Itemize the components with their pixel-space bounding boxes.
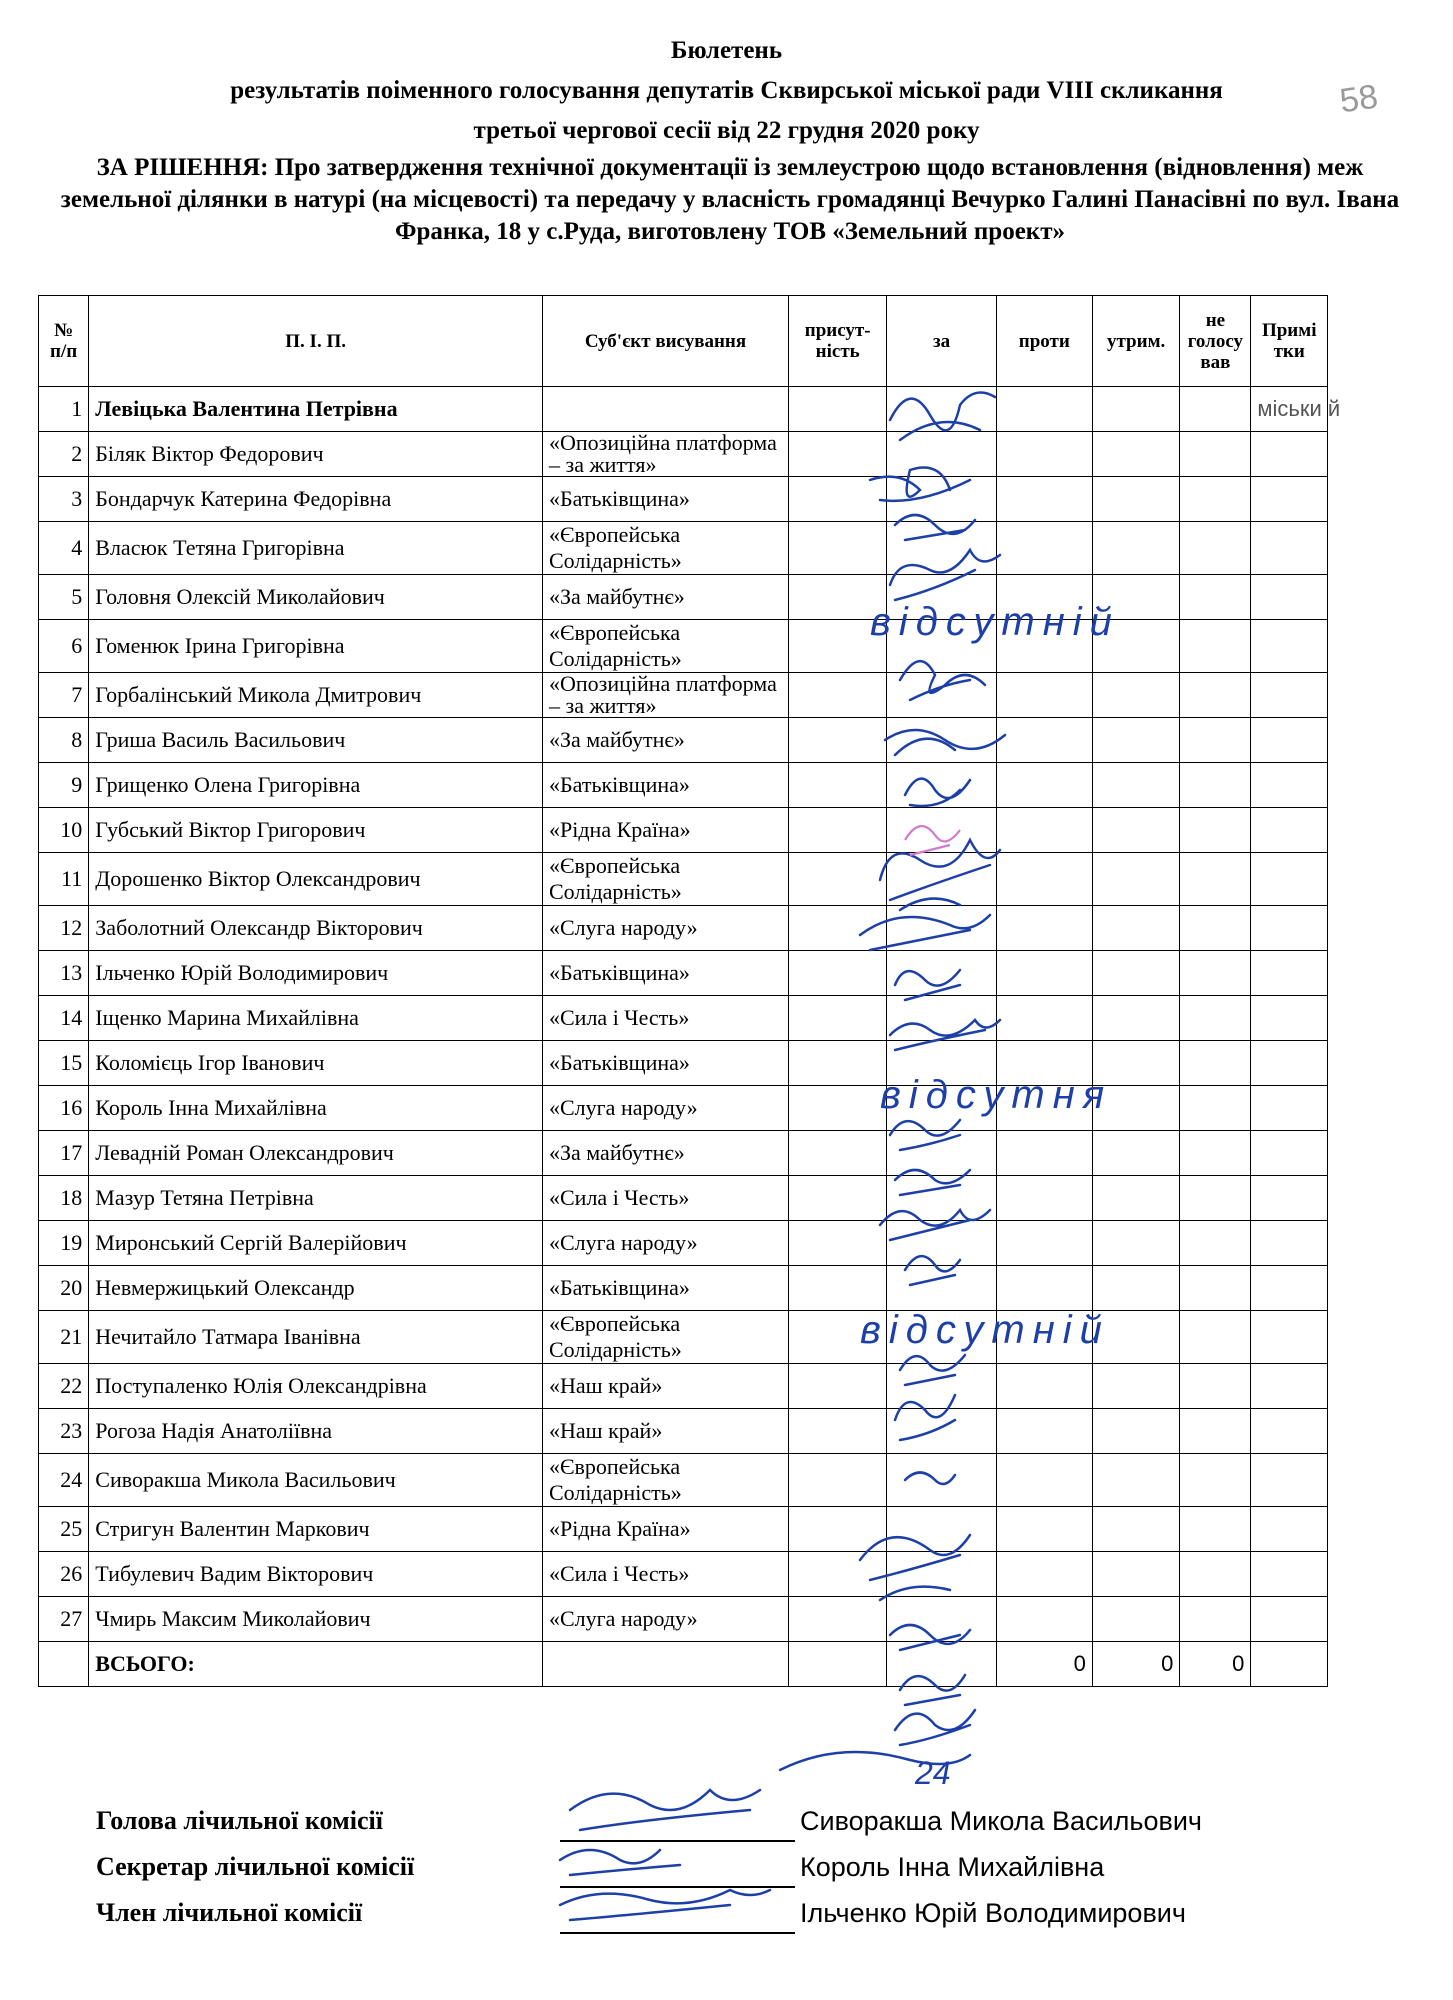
- row-against: [996, 1409, 1092, 1454]
- signature-chair: [570, 1790, 760, 1830]
- totals-against: 0: [996, 1642, 1092, 1687]
- row-note: [1251, 1311, 1328, 1364]
- row-number: 8: [39, 718, 89, 763]
- row-for: [887, 808, 996, 853]
- row-party: «Рідна Країна»: [543, 808, 789, 853]
- row-party: «Слуга народу»: [543, 906, 789, 951]
- secretary-signature-line: [560, 1886, 795, 1888]
- row-against: [996, 522, 1092, 575]
- col-name: П. І. П.: [89, 296, 543, 387]
- row-name: Нечитайло Татмара Іванівна: [89, 1311, 543, 1364]
- row-for: [887, 1364, 996, 1409]
- row-name: Стригун Валентин Маркович: [89, 1507, 543, 1552]
- row-against: [996, 1364, 1092, 1409]
- row-against: [996, 477, 1092, 522]
- signature-row27: [895, 1710, 975, 1745]
- row-present: [788, 1552, 886, 1597]
- row-for: [887, 1454, 996, 1507]
- row-note: міськи й: [1251, 387, 1328, 432]
- row-present: [788, 763, 886, 808]
- table-row: [39, 432, 1328, 477]
- row-for: [887, 1597, 996, 1642]
- table-row: [39, 951, 1328, 996]
- row-present: [788, 387, 886, 432]
- row-party: «Європейська Солідарність»: [543, 1311, 789, 1364]
- row-for: [887, 477, 996, 522]
- row-number: 5: [39, 575, 89, 620]
- row-for: [887, 853, 996, 906]
- absent-note-row14: відсутня: [880, 1073, 1113, 1117]
- row-name: Рогоза Надія Анатоліївна: [89, 1409, 543, 1454]
- signature-member: [560, 1890, 770, 1920]
- row-against: [996, 763, 1092, 808]
- row-not-voted: [1180, 763, 1251, 808]
- table-row: [39, 996, 1328, 1041]
- row-note: [1251, 763, 1328, 808]
- row-note: [1251, 996, 1328, 1041]
- row-abstain: [1092, 1266, 1179, 1311]
- row-not-voted: [1180, 1454, 1251, 1507]
- row-name: Іщенко Марина Михайлівна: [89, 996, 543, 1041]
- row-note: [1251, 1454, 1328, 1507]
- row-note: [1251, 718, 1328, 763]
- row-for: [887, 1176, 996, 1221]
- row-name: Миронський Сергій Валерійович: [89, 1221, 543, 1266]
- session-line: третьої чергової сесії від 22 грудня 2020 року: [473, 117, 980, 144]
- row-abstain: [1092, 432, 1179, 477]
- row-name: Бондарчук Катерина Федорівна: [89, 477, 543, 522]
- row-name: Чмирь Максим Миколайович: [89, 1597, 543, 1642]
- row-against: [996, 906, 1092, 951]
- row-not-voted: [1180, 1507, 1251, 1552]
- table-row: [39, 1409, 1328, 1454]
- row-note: [1251, 1131, 1328, 1176]
- table-row: [39, 387, 1328, 432]
- row-for: [887, 996, 996, 1041]
- row-party: «Батьківщина»: [543, 477, 789, 522]
- row-party: «За майбутнє»: [543, 575, 789, 620]
- row-name: Біляк Віктор Федорович: [89, 432, 543, 477]
- bulletin-title: Бюлетень: [670, 37, 783, 64]
- row-name: Грищенко Олена Григорівна: [89, 763, 543, 808]
- row-number: 26: [39, 1552, 89, 1597]
- row-number: 13: [39, 951, 89, 996]
- row-note: [1251, 575, 1328, 620]
- row-for: [887, 951, 996, 996]
- row-note: [1251, 432, 1328, 477]
- table-row: [39, 1507, 1328, 1552]
- row-note: [1251, 620, 1328, 673]
- row-abstain: [1092, 1597, 1179, 1642]
- row-number: 23: [39, 1409, 89, 1454]
- row-abstain: [1092, 1176, 1179, 1221]
- col-party: Суб'єкт висування: [543, 296, 789, 387]
- row-present: [788, 1221, 886, 1266]
- row-name: Губський Віктор Григорович: [89, 808, 543, 853]
- row-party: [543, 387, 789, 432]
- row-note: [1251, 951, 1328, 996]
- row-note: [1251, 1221, 1328, 1266]
- absent-note-row5: відсутній: [870, 600, 1120, 644]
- row-number: 15: [39, 1041, 89, 1086]
- votes-table: [38, 295, 1341, 1687]
- row-party: «Сила і Честь»: [543, 1552, 789, 1597]
- member-label: Член лічильної комісії: [96, 1898, 363, 1927]
- col-against: проти: [996, 296, 1092, 387]
- row-present: [788, 1409, 886, 1454]
- row-present: [788, 1176, 886, 1221]
- row-party: «Батьківщина»: [543, 1041, 789, 1086]
- col-abstain: утрим.: [1092, 296, 1179, 387]
- row-party: «Європейська Солідарність»: [543, 1454, 789, 1507]
- row-party: «Батьківщина»: [543, 951, 789, 996]
- table-row: [39, 853, 1328, 906]
- row-not-voted: [1180, 673, 1251, 718]
- row-note: [1251, 1552, 1328, 1597]
- row-not-voted: [1180, 1086, 1251, 1131]
- row-abstain: [1092, 1454, 1179, 1507]
- table-row: [39, 1311, 1328, 1364]
- row-number: 11: [39, 853, 89, 906]
- row-not-voted: [1180, 951, 1251, 996]
- row-present: [788, 522, 886, 575]
- col-not-voted: не голосу вав: [1180, 296, 1251, 387]
- table-row: [39, 1131, 1328, 1176]
- totals-party: [543, 1642, 789, 1687]
- row-number: 4: [39, 522, 89, 575]
- row-not-voted: [1180, 522, 1251, 575]
- row-for: [887, 718, 996, 763]
- row-number: 12: [39, 906, 89, 951]
- row-note: [1251, 808, 1328, 853]
- row-note: [1251, 477, 1328, 522]
- row-present: [788, 673, 886, 718]
- row-abstain: [1092, 1131, 1179, 1176]
- row-number: 20: [39, 1266, 89, 1311]
- row-number: 27: [39, 1597, 89, 1642]
- row-note: [1251, 1041, 1328, 1086]
- row-name: Коломієць Ігор Іванович: [89, 1041, 543, 1086]
- row-for: [887, 1221, 996, 1266]
- row-not-voted: [1180, 1311, 1251, 1364]
- row-for: [887, 1131, 996, 1176]
- row-number: 17: [39, 1131, 89, 1176]
- row-not-voted: [1180, 996, 1251, 1041]
- row-name: Король Інна Михайлівна: [89, 1086, 543, 1131]
- member-name: Ільченко Юрій Володимирович: [800, 1898, 1186, 1928]
- row-not-voted: [1180, 620, 1251, 673]
- row-note: [1251, 1364, 1328, 1409]
- row-present: [788, 477, 886, 522]
- row-against: [996, 853, 1092, 906]
- row-for: [887, 906, 996, 951]
- row-for: [887, 522, 996, 575]
- row-party: «Слуга народу»: [543, 1597, 789, 1642]
- row-party: «Сила і Честь»: [543, 996, 789, 1041]
- bulletin-subtitle: результатів поіменного голосування депутатів Сквирської міської ради VIII скликання: [230, 77, 1223, 104]
- row-party: «Батьківщина»: [543, 763, 789, 808]
- row-note: [1251, 1086, 1328, 1131]
- row-party: «Опозиційна платформа – за життя»: [543, 673, 789, 718]
- table-row: [39, 673, 1328, 718]
- row-not-voted: [1180, 1597, 1251, 1642]
- secretary-name: Король Інна Михайлівна: [800, 1852, 1105, 1882]
- row-not-voted: [1180, 575, 1251, 620]
- row-abstain: [1092, 853, 1179, 906]
- table-header: [39, 296, 1328, 387]
- table-row: [39, 1041, 1328, 1086]
- row-number: 6: [39, 620, 89, 673]
- row-not-voted: [1180, 387, 1251, 432]
- row-name: Головня Олексій Миколайович: [89, 575, 543, 620]
- row-party: «Наш край»: [543, 1409, 789, 1454]
- table-row: [39, 1266, 1328, 1311]
- page-mark: 58: [1337, 77, 1381, 121]
- row-for: [887, 1507, 996, 1552]
- decision-text: ЗА РІШЕННЯ: Про затвердження технічної документації із землеустрою щодо встановлення (відновлення) меж земельної ділянки в натурі (на місцевості) та передачу у власність громадянці Вечурко Галині Панасівні по вул. Івана Франка, 18 у с.Руда, виготовлену ТОВ «Земельний проект»: [60, 154, 1400, 245]
- row-abstain: [1092, 673, 1179, 718]
- row-against: [996, 808, 1092, 853]
- row-note: [1251, 906, 1328, 951]
- row-present: [788, 1041, 886, 1086]
- row-against: [996, 1597, 1092, 1642]
- row-abstain: [1092, 1552, 1179, 1597]
- row-number: 25: [39, 1507, 89, 1552]
- row-not-voted: [1180, 1409, 1251, 1454]
- row-abstain: [1092, 1507, 1179, 1552]
- row-present: [788, 1086, 886, 1131]
- row-party: «Європейська Солідарність»: [543, 620, 789, 673]
- table-row: [39, 620, 1328, 673]
- row-against: [996, 718, 1092, 763]
- row-abstain: [1092, 808, 1179, 853]
- row-for: [887, 1552, 996, 1597]
- table-row: [39, 1086, 1328, 1131]
- row-party: «Батьківщина»: [543, 1266, 789, 1311]
- row-abstain: [1092, 718, 1179, 763]
- row-name: Гоменюк Ірина Григорівна: [89, 620, 543, 673]
- row-not-voted: [1180, 1131, 1251, 1176]
- row-not-voted: [1180, 1176, 1251, 1221]
- table-row: [39, 522, 1328, 575]
- col-num: № п/п: [39, 296, 89, 387]
- row-abstain: [1092, 387, 1179, 432]
- row-name: Левіцька Валентина Петрівна: [89, 387, 543, 432]
- row-name: Мазур Тетяна Петрівна: [89, 1176, 543, 1221]
- row-present: [788, 853, 886, 906]
- table-row: [39, 1221, 1328, 1266]
- row-party: «Слуга народу»: [543, 1221, 789, 1266]
- row-note: [1251, 1266, 1328, 1311]
- row-number: 14: [39, 996, 89, 1041]
- table-row: [39, 1454, 1328, 1507]
- row-number: 16: [39, 1086, 89, 1131]
- totals-abstain: 0: [1092, 1642, 1179, 1687]
- row-against: [996, 1131, 1092, 1176]
- row-party: «Опозиційна платформа – за життя»: [543, 432, 789, 477]
- row-present: [788, 1597, 886, 1642]
- row-party: «Європейська Солідарність»: [543, 522, 789, 575]
- row-for: [887, 673, 996, 718]
- row-not-voted: [1180, 853, 1251, 906]
- totals-num: [39, 1642, 89, 1687]
- row-party: «За майбутнє»: [543, 718, 789, 763]
- row-name: Власюк Тетяна Григорівна: [89, 522, 543, 575]
- row-against: [996, 1454, 1092, 1507]
- row-not-voted: [1180, 432, 1251, 477]
- row-against: [996, 951, 1092, 996]
- row-against: [996, 673, 1092, 718]
- row-party: «Європейська Солідарність»: [543, 853, 789, 906]
- col-notes: Примі тки: [1251, 296, 1328, 387]
- row-party: «Рідна Країна»: [543, 1507, 789, 1552]
- row-number: 22: [39, 1364, 89, 1409]
- chair-label: Голова лічильної комісії: [96, 1806, 383, 1835]
- row-number: 2: [39, 432, 89, 477]
- row-against: [996, 1552, 1092, 1597]
- table-row: [39, 1176, 1328, 1221]
- table-row: [39, 906, 1328, 951]
- row-name: Заболотний Олександр Вікторович: [89, 906, 543, 951]
- row-name: Горбалінський Микола Дмитрович: [89, 673, 543, 718]
- row-name: Тибулевич Вадим Вікторович: [89, 1552, 543, 1597]
- row-abstain: [1092, 1221, 1179, 1266]
- table-row: [39, 575, 1328, 620]
- row-not-voted: [1180, 1221, 1251, 1266]
- row-number: 18: [39, 1176, 89, 1221]
- row-party: «Наш край»: [543, 1364, 789, 1409]
- row-not-voted: [1180, 718, 1251, 763]
- row-for: [887, 1266, 996, 1311]
- col-present: присут-ність: [788, 296, 886, 387]
- row-abstain: [1092, 1364, 1179, 1409]
- row-number: 9: [39, 763, 89, 808]
- row-for: [887, 1409, 996, 1454]
- row-against: [996, 387, 1092, 432]
- row-abstain: [1092, 951, 1179, 996]
- row-present: [788, 1131, 886, 1176]
- row-against: [996, 1176, 1092, 1221]
- row-number: 3: [39, 477, 89, 522]
- totals-present: [788, 1642, 886, 1687]
- row-abstain: [1092, 906, 1179, 951]
- row-abstain: [1092, 763, 1179, 808]
- totals-not-voted: 0: [1180, 1642, 1251, 1687]
- row-not-voted: [1180, 808, 1251, 853]
- row-not-voted: [1180, 906, 1251, 951]
- row-number: 10: [39, 808, 89, 853]
- row-name: Левадній Роман Олександрович: [89, 1131, 543, 1176]
- member-signature-line: [560, 1932, 795, 1934]
- col-for: за: [887, 296, 996, 387]
- row-name: Гриша Василь Васильович: [89, 718, 543, 763]
- row-number: 7: [39, 673, 89, 718]
- row-present: [788, 906, 886, 951]
- row-name: Поступаленко Юлія Олександрівна: [89, 1364, 543, 1409]
- totals-row: [39, 1642, 1328, 1687]
- row-note: [1251, 1507, 1328, 1552]
- table-row: [39, 763, 1328, 808]
- row-present: [788, 1454, 886, 1507]
- row-note: [1251, 522, 1328, 575]
- table-body: [39, 387, 1341, 1642]
- row-against: [996, 432, 1092, 477]
- row-present: [788, 808, 886, 853]
- table-row: [39, 1597, 1328, 1642]
- row-against: [996, 996, 1092, 1041]
- row-name: Ільченко Юрій Володимирович: [89, 951, 543, 996]
- row-not-voted: [1180, 1364, 1251, 1409]
- row-abstain: [1092, 996, 1179, 1041]
- row-number: 24: [39, 1454, 89, 1507]
- row-note: [1251, 673, 1328, 718]
- row-number: 19: [39, 1221, 89, 1266]
- row-party: «Слуга народу»: [543, 1086, 789, 1131]
- absent-note-row19: відсутній: [860, 1308, 1110, 1352]
- row-number: 21: [39, 1311, 89, 1364]
- row-for: [887, 387, 996, 432]
- totals-notes: [1251, 1642, 1328, 1687]
- row-present: [788, 1266, 886, 1311]
- row-against: [996, 1221, 1092, 1266]
- totals-label: ВСЬОГО:: [89, 1642, 543, 1687]
- row-present: [788, 718, 886, 763]
- row-not-voted: [1180, 477, 1251, 522]
- row-present: [788, 996, 886, 1041]
- table-row: [39, 1364, 1328, 1409]
- row-name: Дорошенко Віктор Олександрович: [89, 853, 543, 906]
- table-row: [39, 808, 1328, 853]
- row-not-voted: [1180, 1041, 1251, 1086]
- total-for-handwritten: 24: [915, 1755, 951, 1791]
- row-abstain: [1092, 522, 1179, 575]
- row-name: Невмержицький Олександр: [89, 1266, 543, 1311]
- row-party: «За майбутнє»: [543, 1131, 789, 1176]
- row-against: [996, 1507, 1092, 1552]
- row-not-voted: [1180, 1266, 1251, 1311]
- row-present: [788, 951, 886, 996]
- table-row: [39, 1552, 1328, 1597]
- row-note: [1251, 1597, 1328, 1642]
- row-for: [887, 763, 996, 808]
- row-present: [788, 432, 886, 477]
- row-abstain: [1092, 1409, 1179, 1454]
- row-not-voted: [1180, 1552, 1251, 1597]
- table-row: [39, 477, 1328, 522]
- row-name: Сиворакша Микола Васильович: [89, 1454, 543, 1507]
- chair-signature-line: [560, 1840, 795, 1842]
- signature-secretary: [560, 1850, 680, 1875]
- chair-name: Сиворакша Микола Васильович: [800, 1806, 1202, 1836]
- totals-for: [887, 1642, 996, 1687]
- row-abstain: [1092, 477, 1179, 522]
- row-against: [996, 1266, 1092, 1311]
- row-note: [1251, 1409, 1328, 1454]
- table-row: [39, 718, 1328, 763]
- row-for: [887, 432, 996, 477]
- row-present: [788, 1364, 886, 1409]
- row-number: 1: [39, 387, 89, 432]
- secretary-label: Секретар лічильної комісії: [96, 1852, 415, 1881]
- row-note: [1251, 1176, 1328, 1221]
- row-note: [1251, 853, 1328, 906]
- row-party: «Сила і Честь»: [543, 1176, 789, 1221]
- row-present: [788, 1507, 886, 1552]
